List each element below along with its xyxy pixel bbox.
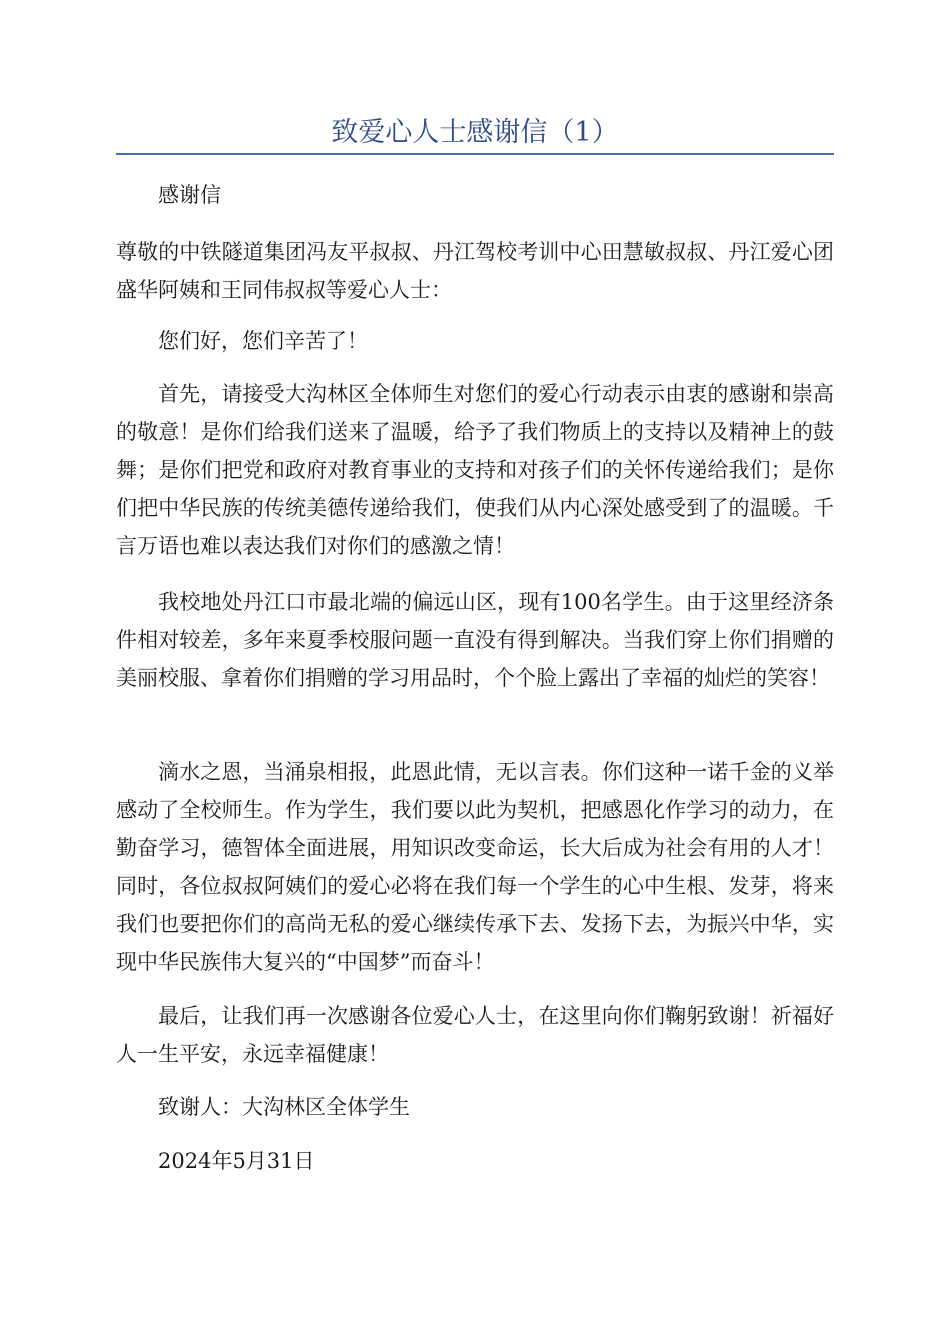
signature: 致谢人：大沟林区全体学生	[158, 1095, 410, 1119]
greeting: 您们好，您们辛苦了！	[158, 329, 368, 353]
paragraph-closing: 最后，让我们再一次感谢各位爱心人士，在这里向你们鞠躬致谢！祈福好人一生平安，永远幸福健康！	[116, 1004, 834, 1066]
paragraph-school: 我校地处丹江口市最北端的偏远山区，现有100名学生。由于这里经济条件相对较差，多年来夏季校服问题一直没有得到解决。当我们穿上你们捐赠的美丽校服、拿着你们捐赠的学习用品时，个个脸上露出了幸福的灿烂的笑容！	[116, 590, 834, 690]
date: 2024年5月31日	[158, 1149, 315, 1173]
title-underline	[116, 153, 834, 155]
letter-heading: 感谢信	[158, 183, 221, 207]
salutation: 尊敬的中铁隧道集团冯友平叔叔、丹江驾校考训中心田慧敏叔叔、丹江爱心团盛华阿姨和王同伟叔叔等爱心人士：	[116, 240, 834, 302]
paragraph-commitment: 滴水之恩，当涌泉相报，此恩此情，无以言表。你们这种一诺千金的义举感动了全校师生。作为学生，我们要以此为契机，把感恩化作学习的动力，在勤奋学习，德智体全面进展，用知识改变命运，长大后成为社会有用的人才！同时，各位叔叔阿姨们的爱心必将在我们每一个学生的心中生根、发芽，将来我们也要把你们的高尚无私的爱心继续传承下去、发扬下去，为振兴中华，实现中华民族伟大复兴的“中国梦”而奋斗！	[116, 760, 834, 974]
document-page	[116, 0, 834, 1344]
document-title: 致爱心人士感谢信（1）	[331, 117, 619, 148]
paragraph-gratitude: 首先，请接受大沟林区全体师生对您们的爱心行动表示由衷的感谢和崇高的敬意！是你们给我们送来了温暖，给予了我们物质上的支持以及精神上的鼓舞；是你们把党和政府对教育事业的支持和对孩子们的关怀传递给我们；是你们把中华民族的传统美德传递给我们，使我们从内心深处感受到了的温暖。千言万语也难以表达我们对你们的感激之情！	[116, 382, 834, 558]
